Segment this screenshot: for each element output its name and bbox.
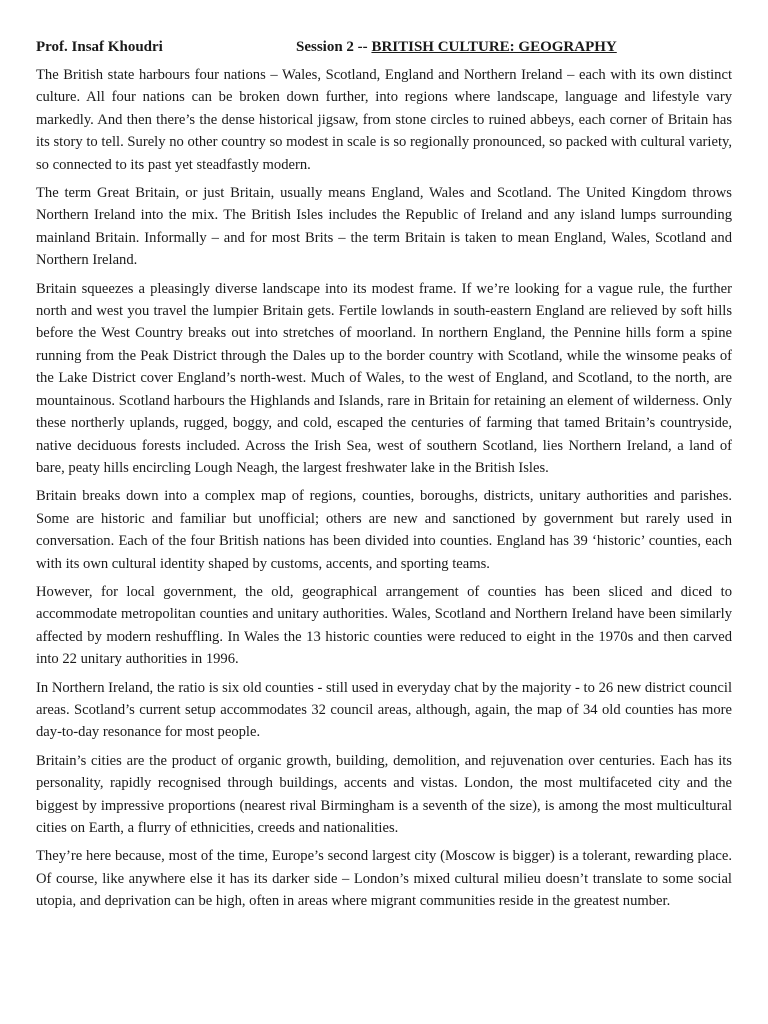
paragraph-northern-ireland: In Northern Ireland, the ratio is six old counties - still used in everyday chat by the majority - to 26 new district council areas. Scotland’s current setup accommodates 32 council areas, although, again, the map of 34 old counties has more day-to-day resonance for most people. bbox=[36, 679, 732, 741]
document-page bbox=[36, 36, 732, 913]
paragraph-terms: The term Great Britain, or just Britain, usually means England, Wales and Scotland. The United Kingdom throws Northern Ireland into the mix. The British Isles includes the Republic of Ireland and any island lumps surrounding mainland Britain. Informally – and for most Brits – the term Britain is taken to mean England, Wales, Scotland and Northern Ireland. bbox=[36, 185, 732, 269]
paragraph-nations: The British state harbours four nations – Wales, Scotland, England and Northern Ireland – each with its own distinct culture. All four nations can be broken down further, into regions where landscape, language and lifestyle vary markedly. And then there’s the dense historical jigsaw, from stone circles to ruined abbeys, each corner of Britain has its story to tell. Surely no other country so modest in scale is so regionally pronounced, so packed with cultural variety, so connected to its past yet steadfastly modern. bbox=[36, 67, 732, 173]
paragraph-local-government: However, for local government, the old, geographical arrangement of counties has been sliced and diced to accommodate metropolitan counties and unitary authorities. Wales, Scotland and Northern Ireland have been similarly affected by modern reshuffling. In Wales the 13 historic counties were reduced to eight in the 1970s and then carved into 22 unitary authorities in 1996. bbox=[36, 583, 732, 668]
paragraph-cities: Britain’s cities are the product of organic growth, building, demolition, and rejuvenation over centuries. Each has its personality, rapidly recognised through buildings, accents and vistas. London, the most multifaceted city and the biggest by impressive proportions (nearest rival Birmingham is a seventh of the size), is among the most multicultural cities on Earth, a flurry of ethnicities, creeds and nationalities. bbox=[36, 752, 732, 836]
author-name: Prof. Insaf Khoudri bbox=[36, 39, 163, 55]
session-title bbox=[296, 36, 617, 58]
page-header bbox=[36, 36, 732, 58]
paragraph-regions: Britain breaks down into a complex map of regions, counties, boroughs, districts, unitary authorities and parishes. Some are historic and familiar but unofficial; others are new and sanctioned by government but rarely used in conversation. Each of the four British nations has been divided into counties. England has 39 ‘historic’ counties, each with its own cultural identity shaped by customs, accents, and sporting teams. bbox=[36, 488, 732, 572]
paragraph-landscape: Britain squeezes a pleasingly diverse landscape into its modest frame. If we’re looking for a vague rule, the further north and west you travel the lumpier Britain gets. Fertile lowlands in south-eastern England are relieved by soft hills before the West Country breaks out into stretches of moorland. In northern England, the Pennine hills form a spine running from the Peak District through the Dales up to the border country with Scotland, while the winsome peaks of the Lake District cover England’s north-west. Much of Wales, to the west of England, and Scotland, to the north, are mountainous. Scotland harbours the Highlands and Islands, rare in Britain for retaining an element of wilderness. Only these northerly uplands, rugged, boggy, and cold, escaped the centuries of farming that tamed Britain’s countryside, native deciduous forests included. Across the Irish Sea, west of southern Scotland, lies Northern Ireland, a land of bare, peaty hills encircling Lough Neagh, the largest freshwater lake in the British Isles. bbox=[36, 280, 732, 476]
session-topic: BRITISH CULTURE: GEOGRAPHY bbox=[371, 39, 617, 55]
paragraph-london: They’re here because, most of the time, Europe’s second largest city (Moscow is bigger) is a tolerant, rewarding place. Of course, like anywhere else it has its darker side – London’s mixed cultural milieu doesn’t translate to some social utopia, and deprivation can be high, often in areas where migrant communities reside in the greatest number. bbox=[36, 848, 732, 910]
session-prefix: Session 2 -- bbox=[296, 39, 368, 55]
